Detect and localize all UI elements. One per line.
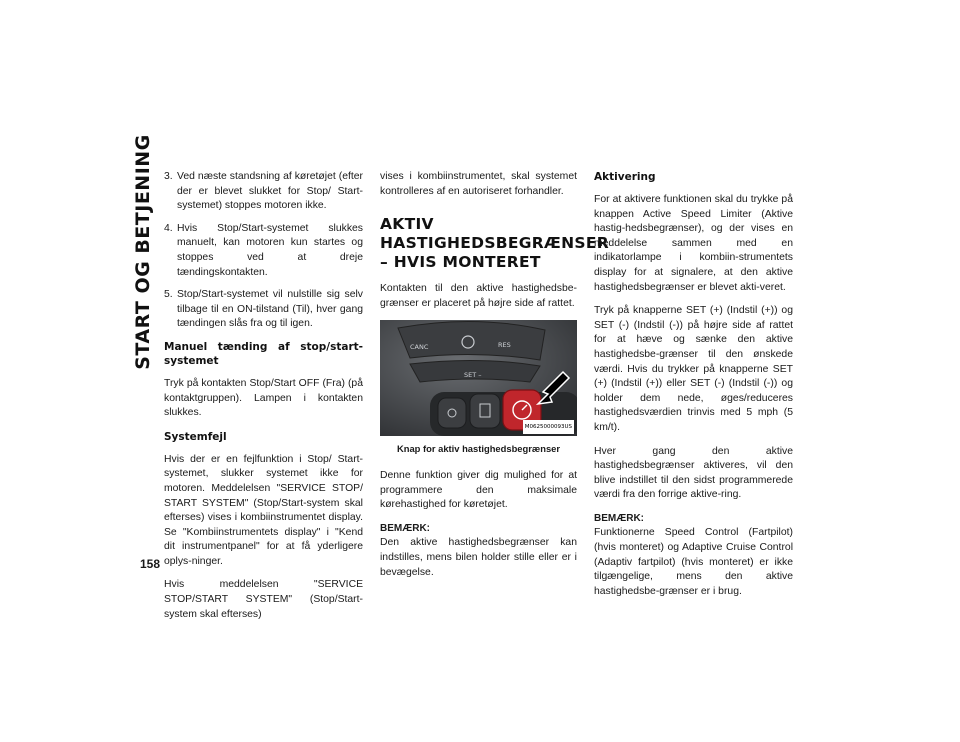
chapter-title: START OG BETJENING — [132, 134, 154, 370]
paragraph: Hvis der er en fejlfunktion i Stop/ Start-systemet, slukker systemet ikke for motoren. Meddelelsen "SERVICE STOP/ START SYSTEM" (Stop/Start-system skal efterses) vises i kombiinstrumentet display. Se "Kombiinstrumentets display" i "Kend dit instrumentpanel" for at få yderligere oplys-ninger. — [164, 453, 363, 567]
paragraph: Tryk på knapperne SET (+) (Indstil (+)) og SET (-) (Indstil (-)) på højre side af rattet for at hæve og sænke den aktive hastighedsbe-grænser til den ønskede værdi. Hvis du trykker på knapperne SET (+) (Indstil (+)) eller SET (-) (Indstil (-)) og holder dem nede, øges/reduceres hastighedsværdien trinvis med 5 mph (5 km/t). — [594, 305, 793, 433]
list-item-text: Hvis Stop/Start-systemet slukkes manuelt, kan motoren kun startes og stoppes ved at dreje tændingskontakten. — [177, 222, 363, 278]
paragraph: vises i kombiinstrumentet, skal systemet kontrolleres af en autoriseret forhandler. — [380, 171, 577, 197]
paragraph: Denne funktion giver dig mulighed for at programmere den maksimale kørehastighed for køretøjet. — [380, 469, 577, 511]
list-item-number: 5. — [164, 289, 173, 301]
paragraph: Kontakten til den aktive hastighedsbe-grænser er placeret på højre side af rattet. — [380, 283, 577, 309]
list-item-number: 4. — [164, 222, 173, 234]
set-minus-label: SET – — [464, 371, 482, 380]
paragraph: Tryk på kontakten Stop/Start OFF (Fra) (på kontaktgruppen). Lampen i kontakten slukkes. — [164, 377, 363, 419]
paragraph: For at aktivere funktionen skal du trykke på knappen Active Speed Limiter (Aktive hastig-hedsbegrænser), og der vises en meddelelse sammen med en indikatorlampe i kombiin-strumentets display for at signalere, at den aktive hastighedsbegrænser er blevet akti-veret. — [594, 194, 793, 293]
chapter-side-tab — [128, 134, 158, 370]
note — [594, 512, 793, 600]
note-text: Funktionerne Speed Control (Fartpilot) (hvis monteret) og Adaptive Cruise Control (Adaptiv fartpilot) (hvis monteret) er ikke tilgængelige, mens den aktive hastighedsbe-grænser er i brug. — [594, 527, 793, 597]
figure-code: M0625000093US — [523, 420, 574, 435]
list-item — [164, 222, 363, 280]
figure-caption: Knap for aktiv hastighedsbegrænser — [396, 443, 561, 455]
list-item — [164, 288, 363, 332]
note-text: Den aktive hastighedsbegrænser kan indstilles, mens bilen holder stille eller er i bevægelse. — [380, 537, 577, 578]
paragraph: Hver gang den aktive hastighedsbegrænser aktiveres, vil den blive indstillet til den sidst programmerede værdi fra den forrige aktive-ring. — [594, 445, 793, 501]
note-label: BEMÆRK: — [380, 522, 430, 534]
note-label: BEMÆRK: — [594, 512, 644, 524]
section-title-speed-limiter: AKTIV HASTIGHEDSBEGRÆNSER – HVIS MONTERET — [380, 215, 610, 272]
speed-limiter-button-photo — [380, 320, 577, 436]
column-2 — [380, 170, 610, 589]
section-heading-system-fault: Systemfejl — [164, 430, 227, 443]
paragraph: Hvis meddelelsen "SERVICE STOP/START SYSTEM" (Stop/Start-system skal efterses) — [164, 579, 363, 620]
note — [380, 522, 577, 580]
section-heading-manual-start: Manuel tænding af stop/start-systemet — [164, 340, 363, 367]
list-item-text: Ved næste standsning af køretøjet (efter der er blevet slukket for Stop/ Start-systemet) stoppes motoren ikke. — [177, 171, 363, 212]
list-item — [164, 170, 363, 214]
list-item-text: Stop/Start-systemet vil nulstille sig selv tilbage til en ON-tilstand (Til), hver gang tændingen slås fra og til igen. — [177, 289, 363, 330]
numbered-list — [164, 170, 363, 332]
column-1 — [164, 170, 363, 631]
res-label: RES — [498, 341, 511, 350]
column-3 — [594, 170, 793, 608]
canc-label: CANC — [410, 343, 429, 352]
list-item-number: 3. — [164, 171, 173, 182]
section-heading-activation: Aktivering — [594, 171, 656, 183]
page-number: 158 — [140, 557, 161, 571]
